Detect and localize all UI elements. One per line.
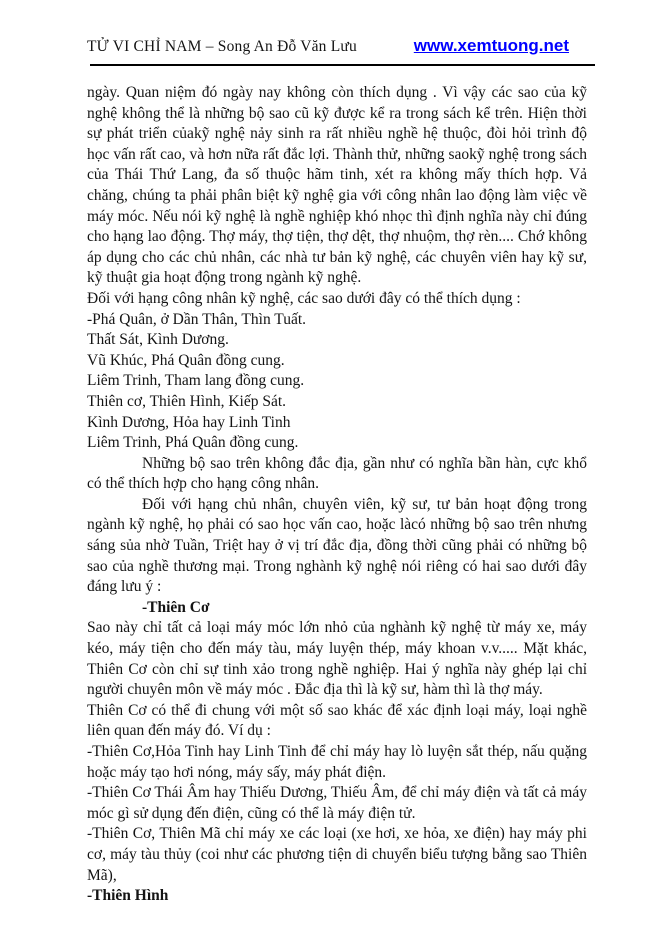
paragraph: Đối với hạng công nhân kỹ nghệ, các sao dưới đây có thể thích dụng : [87,289,521,307]
paragraph: Đối với hạng chủ nhân, chuyên viên, kỹ sư, tư bản hoạt động trong ngành kỹ nghệ, họ phải có sao học vấn cao, hoặc làcó những bộ sao trên nhưng sáng sủa nhờ Tuần, Triệt hay ở vị trí đắc địa, đồng thời cũng phải có những bộ sao của nghề thương mại. Trong nghành kỹ nghệ nói riêng có hai sao dưới đây đáng lưu ý : [87,495,587,596]
list-line: -Phá Quân, ở Dần Thân, Thìn Tuất. [87,310,307,328]
list-line: Liêm Trinh, Tham lang đồng cung. [87,372,305,390]
list-line: Thiên cơ, Thiên Hình, Kiếp Sát. [87,392,287,410]
list-line: Kình Dương, Hỏa hay Linh Tinh [87,413,291,431]
list-line: Liêm Trinh, Phá Quân đồng cung. [87,434,299,452]
paragraph: ngày. Quan niệm đó ngày nay không còn thích dụng . Vì vậy các sao của kỹ nghệ không thể là những bộ sao cũ kỹ được kể ra trong sách kể trên. Hiện thời sự phát triển củakỹ nghệ nảy sinh ra rất nhiều nghề hệ thuộc, đòi hỏi trình độ học vấn rất cao, và hơn nữa rất đắc lợi. Thành thử, những saokỹ nghệ trong sách của Thái Thứ Lang, đa số thuộc hãm tinh, xét ra không mấy thích hợp. Vả chăng, chúng ta phải phân biệt kỹ nghệ gia với công nhân lao động làm việc về máy móc. Nếu nói kỹ nghệ là nghề nghiệp khó nhọc thì định nghĩa này chỉ đúng cho hạng lao động. Thợ máy, thợ tiện, thợ dệt, thợ nhuộm, thợ rèn.... Chớ không áp dụng cho các chủ nhân, các nhà tư bản kỹ nghệ, các chuyên viên hay kỹ sư, kỹ thuật gia hoạt động trong ngành kỹ nghệ. [87,84,587,287]
list-line: Thất Sát, Kình Dương. [87,331,229,349]
section-heading: -Thiên Cơ [142,598,210,616]
paragraph: -Thiên Cơ, Thiên Mã chỉ máy xe các loại (xe hơi, xe hỏa, xe điện) hay máy phi cơ, máy tàu thủy (coi như các phương tiện di chuyển biểu tượng bằng sao Thiên Mã), [87,825,587,884]
website-link[interactable]: www.xemtuong.net [413,36,569,55]
paragraph: -Thiên Cơ,Hỏa Tinh hay Linh Tinh để chỉ máy hay lò luyện sắt thép, nấu quặng hoặc máy tạo hơi nóng, máy sấy, máy phát điện. [87,743,587,781]
paragraph: Những bộ sao trên không đắc địa, gần như có nghĩa bần hàn, cực khổ có thể thích hợp cho hạng công nhân. [87,454,587,493]
list-line: Vũ Khúc, Phá Quân đồng cung. [87,351,285,369]
section-heading: -Thiên Hình [87,887,169,905]
paragraph: Thiên Cơ có thể đi chung với một số sao khác để xác định loại máy, loại nghề liên quan đến máy đó. Ví dụ : [87,701,587,740]
document-body [87,83,587,907]
paragraph: -Thiên Cơ Thái Âm hay Thiếu Dương, Thiếu Âm, để chỉ máy điện và tất cả máy móc gì sử dụng đến điện, cũng có thể là máy điện tử. [87,784,587,822]
header-divider [90,64,595,66]
paragraph: Sao này chỉ tất cả loại máy móc lớn nhỏ của nghành kỹ nghệ từ máy xe, máy kéo, máy tiện cho đến máy tàu, máy luyện thép, máy khoan v.v..... Mặt khác, Thiên Cơ còn chỉ sự tinh xảo trong nghề nghiệp. Hai ý nghĩa này ghép lại chỉ người chuyên môn về máy móc . Đắc địa thì là kỹ sư, hàm thì là thợ máy. [87,619,587,699]
page-header [87,36,569,56]
document-title: TỬ VI CHỈ NAM – Song An Đỗ Văn Lưu [87,38,357,55]
